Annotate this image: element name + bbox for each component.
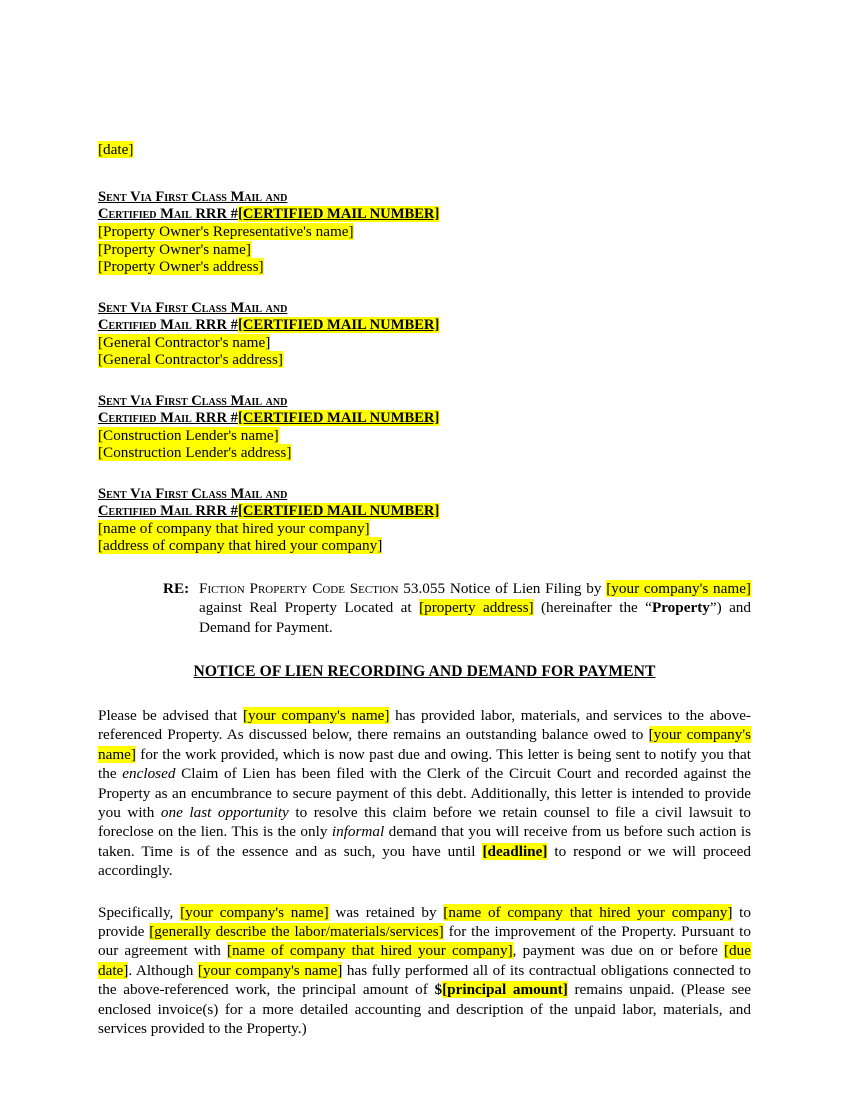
company-name-placeholder[interactable]: [your company's name] — [180, 903, 329, 921]
sent-via-line-4 — [98, 486, 751, 503]
informal-emphasis: informal — [331, 823, 385, 841]
sent-via-line-3 — [98, 393, 751, 410]
company-name-placeholder[interactable]: [your company's name] — [197, 961, 343, 979]
certified-mail-number-placeholder[interactable]: [CERTIFIED MAIL NUMBER] — [237, 206, 440, 222]
p1-seg-7: to respond or we will proceed accordingly. — [98, 842, 752, 880]
statute-number: 53.055 — [403, 579, 446, 597]
sent-via-line-2 — [98, 300, 751, 317]
re-text-hereinafter: (hereinafter the “ — [533, 599, 652, 616]
due-date-placeholder[interactable]: [due date] — [98, 942, 751, 979]
sent-via-line-1 — [98, 189, 751, 206]
re-text-after-statute: Notice of Lien Filing by — [445, 579, 607, 597]
certified-mail-line-3 — [98, 410, 751, 427]
company-name-placeholder[interactable]: [your company's name] — [242, 707, 390, 724]
sent-via-text: Sent Via First Class Mail and — [98, 299, 288, 316]
certified-mail-line-4 — [98, 503, 751, 520]
re-text-end: ”) and Demand for Payment. — [199, 599, 751, 636]
services-description-placeholder[interactable]: [generally describe the labor/materials/services] — [149, 923, 444, 941]
one-last-opportunity-emphasis: one last opportunity — [160, 804, 289, 822]
p2-seg-1: Specifically, — [98, 903, 181, 921]
certified-mail-number-placeholder[interactable]: [CERTIFIED MAIL NUMBER] — [237, 409, 440, 426]
enclosed-emphasis: enclosed — [122, 765, 176, 783]
recipient-placeholder[interactable]: [Property Owner's address] — [98, 258, 264, 275]
p1-seg-6: demand that you will receive from us before such action is taken. Time is of the essence and as such, you have until — [98, 823, 751, 860]
p1-seg-1: Please be advised that — [98, 707, 243, 724]
recipient-placeholder[interactable]: [Construction Lender's address] — [98, 444, 292, 461]
p1-seg-3: for the work provided, which is now past due and owing. This letter is being sent to notify you that the — [98, 745, 751, 783]
p1-seg-2: has provided labor, materials, and services to the above-referenced Property. As discussed below, there remains an outstanding balance owed to — [98, 707, 751, 744]
recipient-line — [98, 427, 751, 445]
page-title: NOTICE OF LIEN RECORDING AND DEMAND FOR PAYMENT — [193, 663, 656, 680]
certified-mail-line-1 — [98, 206, 751, 223]
recipient-line — [98, 520, 751, 538]
p2-seg-2: was retained by — [328, 903, 444, 921]
recipient-line — [98, 351, 751, 369]
property-defined-term: Property — [651, 599, 710, 616]
recipient-line — [98, 537, 751, 555]
sent-via-text: Sent Via First Class Mail and — [98, 392, 288, 409]
recipient-placeholder[interactable]: [address of company that hired your company] — [98, 537, 383, 554]
certified-mail-prefix: Certified Mail RRR # — [98, 206, 238, 222]
principal-amount-placeholder[interactable]: [principal amount] — [442, 981, 568, 999]
re-text-mid: against Real Property Located at — [199, 599, 420, 616]
p2-seg-5: , payment was due on or before — [512, 942, 724, 960]
recipient-placeholder[interactable]: [Property Owner's Representative's name] — [98, 223, 354, 240]
address-block-general-contractor — [98, 300, 751, 369]
paragraph-lien-notice — [98, 706, 751, 881]
re-subject-text — [199, 579, 751, 638]
date-line — [98, 140, 751, 159]
date-placeholder[interactable]: [date] — [98, 141, 134, 158]
re-block — [98, 579, 751, 638]
certified-mail-number-placeholder[interactable]: [CERTIFIED MAIL NUMBER] — [237, 502, 440, 519]
document-body — [98, 140, 751, 1039]
certified-mail-prefix: Certified Mail RRR # — [98, 409, 238, 426]
p2-seg-7: has fully performed all of its contractual obligations connected to the above-referenced work, the principal amount of — [98, 961, 751, 999]
certified-mail-prefix: Certified Mail RRR # — [98, 316, 238, 333]
certified-mail-prefix: Certified Mail RRR # — [98, 502, 238, 519]
recipient-placeholder[interactable]: [name of company that hired your company] — [98, 519, 370, 537]
p2-seg-4: for the improvement of the Property. Pursuant to our agreement with — [98, 923, 751, 960]
company-name-placeholder[interactable]: [your company's name] — [606, 579, 751, 597]
paragraph-retention-details — [98, 903, 751, 1039]
dollar-sign: $ — [434, 981, 443, 999]
p2-seg-8: remains unpaid. (Please see enclosed invoice(s) for a more detailed accounting and description of the unpaid labor, materials, and services provided to the Property.) — [98, 981, 751, 1038]
recipient-placeholder[interactable]: [Construction Lender's name] — [98, 426, 279, 444]
certified-mail-line-2 — [98, 317, 751, 334]
recipient-line — [98, 223, 751, 241]
address-block-property-owner — [98, 189, 751, 276]
p1-seg-4: Claim of Lien has been filed with the Clerk of the Circuit Court and recorded against the Property as an encumbrance to secure payment of this debt. Additionally, this letter is intended to provide you with — [98, 765, 751, 822]
certified-mail-number-placeholder[interactable]: [CERTIFIED MAIL NUMBER] — [237, 316, 440, 333]
statute-name: Fiction Property Code Section — [199, 579, 399, 597]
p2-seg-3: to provide — [98, 903, 751, 941]
recipient-placeholder[interactable]: [General Contractor's address] — [98, 351, 283, 368]
recipient-line — [98, 444, 751, 462]
hiring-company-placeholder[interactable]: [name of company that hired your company] — [443, 903, 733, 921]
recipient-line — [98, 334, 751, 352]
sent-via-text: Sent Via First Class Mail and — [98, 485, 288, 502]
deadline-placeholder[interactable]: [deadline] — [482, 842, 548, 860]
recipient-placeholder[interactable]: [Property Owner's name] — [98, 240, 251, 258]
p2-seg-6: . Although — [128, 961, 198, 979]
property-address-placeholder[interactable]: [property address] — [419, 599, 534, 616]
sent-via-text: Sent Via First Class Mail and — [98, 189, 288, 205]
recipient-placeholder[interactable]: [General Contractor's name] — [98, 333, 271, 351]
re-label: RE: — [163, 579, 190, 597]
p1-seg-5: to resolve this claim before we retain counsel to file a civil lawsuit to foreclose on the lien. This is the only — [98, 804, 751, 841]
address-block-hiring-company — [98, 486, 751, 555]
recipient-line — [98, 258, 751, 276]
hiring-company-placeholder[interactable]: [name of company that hired your company] — [226, 942, 513, 960]
address-block-construction-lender — [98, 393, 751, 462]
company-name-placeholder[interactable]: [your company's name] — [98, 726, 751, 763]
recipient-line — [98, 241, 751, 259]
